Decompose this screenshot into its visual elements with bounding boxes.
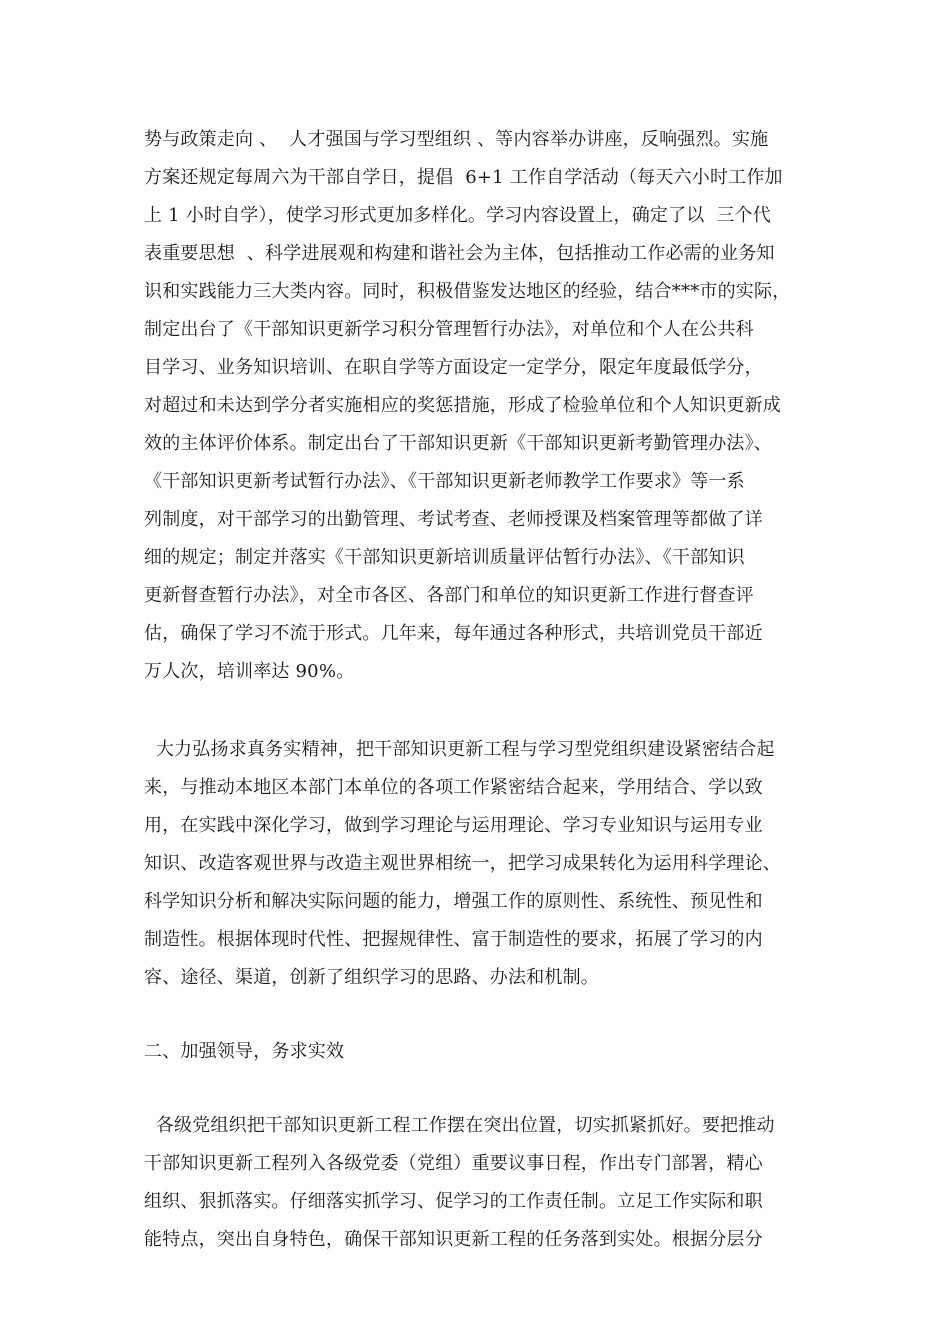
- text-line: 来，与推动本地区本部门本单位的各项工作紧密结合起来，学用结合、学以致: [144, 777, 763, 798]
- text-line: 更新督查暂行办法》，对全市各区、各部门和单位的知识更新工作进行督查评: [144, 585, 754, 606]
- section-heading: [144, 1033, 824, 1071]
- text-line: 干部知识更新工程列入各级党委（党组）重要议事日程，作出专门部署，精心: [144, 1153, 763, 1174]
- text-line: 估，确保了学习不流于形式。几年来，每年通过各种形式，共培训党员干部近: [144, 623, 763, 644]
- text-line: 科学知识分析和解决实际问题的能力，增强工作的原则性、系统性、预见性和: [144, 891, 763, 912]
- text-line: 能特点，突出自身特色，确保干部知识更新工程的任务落到实处。根据分层分: [144, 1229, 763, 1250]
- document-body: [144, 121, 824, 1259]
- text-line: 《干部知识更新考试暂行办法》、《干部知识更新老师教学工作要求》等一系: [144, 471, 745, 492]
- text-line: 制定出台了《干部知识更新学习积分管理暂行办法》，对单位和个人在公共科: [144, 319, 754, 340]
- text-line: 制造性。根据体现时代性、把握规律性、富于制造性的要求，拓展了学习的内: [144, 929, 763, 950]
- text-line: 容、途径、渠道，创新了组织学习的思路、办法和机制。: [144, 967, 599, 988]
- text-line: 大力弘扬求真务实精神，把干部知识更新工程与学习型党组织建设紧密结合起: [144, 739, 775, 760]
- text-line: 势与政策走向 、 人才强国与学习型组织 、等内容举办讲座，反响强烈。实施: [144, 129, 769, 150]
- section-heading-text: 二、加强领导，务求实效: [144, 1041, 345, 1062]
- text-line: 效的主体评价体系。制定出台了干部知识更新《干部知识更新考勤管理办法》、: [144, 433, 772, 454]
- text-line: 列制度，对干部学习的出勤管理、考试考查、老师授课及档案管理等都做了详: [144, 509, 763, 530]
- paragraph-leadership: [144, 1107, 824, 1259]
- paragraph-spacer: [144, 997, 824, 1033]
- paragraph-practical-spirit: [144, 731, 824, 997]
- text-line: 细的规定；制定并落实《干部知识更新培训质量评估暂行办法》、《干部知识: [144, 547, 745, 568]
- text-line: 表重要思想 、科学进展观和构建和谐社会为主体，包括推动工作必需的业务知: [144, 243, 775, 264]
- text-line: 方案还规定每周六为干部自学日，提倡 6+1 工作自学活动（每天六小时工作加: [144, 167, 783, 188]
- text-line: 用，在实践中深化学习，做到学习理论与运用理论、学习专业知识与运用专业: [144, 815, 763, 836]
- text-line: 各级党组织把干部知识更新工程工作摆在突出位置，切实抓紧抓好。要把推动: [144, 1115, 775, 1136]
- text-line: 组织、狠抓落实。仔细落实抓学习、促学习的工作责任制。立足工作实际和职: [144, 1191, 763, 1212]
- text-line: 上 1 小时自学），使学习形式更加多样化。学习内容设置上，确定了以 三个代: [144, 205, 771, 226]
- text-line: 对超过和未达到学分者实施相应的奖惩措施，形成了检验单位和个人知识更新成: [144, 395, 781, 416]
- paragraph-study-system: [144, 121, 824, 691]
- paragraph-spacer: [144, 691, 824, 731]
- paragraph-spacer: [144, 1071, 824, 1107]
- text-line: 万人次，培训率达 90%。: [144, 661, 355, 682]
- text-line: 识和实践能力三大类内容。同时，积极借鉴发达地区的经验，结合***市的实际，: [144, 281, 791, 302]
- text-line: 目学习、业务知识培训、在职自学等方面设定一定学分，限定年度最低学分，: [144, 357, 763, 378]
- text-line: 知识、改造客观世界与改造主观世界相统一，把学习成果转化为运用科学理论、: [144, 853, 781, 874]
